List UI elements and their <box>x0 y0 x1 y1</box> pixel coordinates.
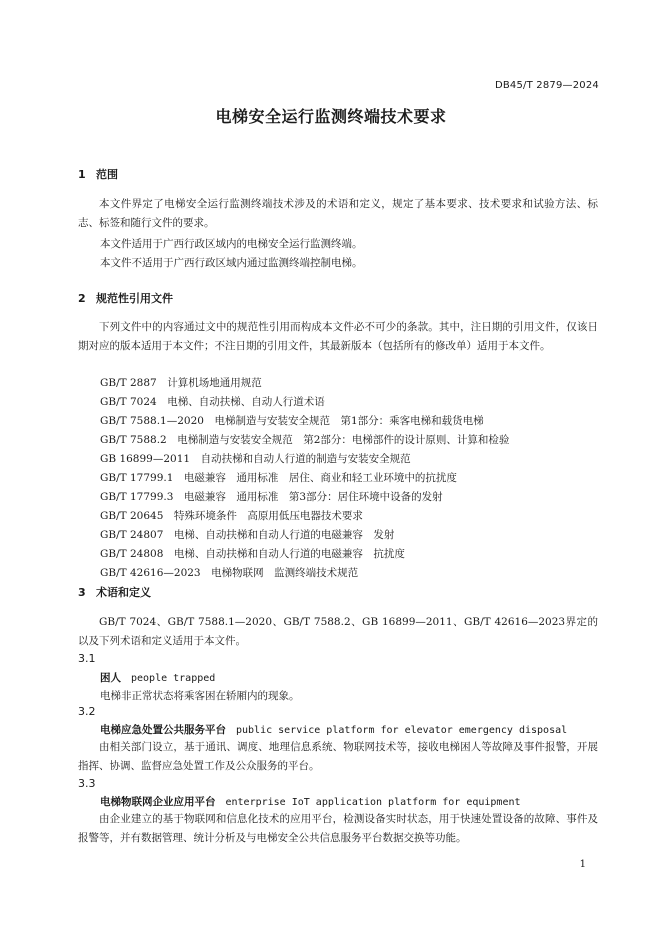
term-entry <box>100 722 567 737</box>
term-number: 3.1 <box>78 652 96 665</box>
section-heading-terms <box>78 584 151 600</box>
reference-item: GB/T 20645 特殊环境条件 高原用低压电器技术要求 <box>100 510 363 522</box>
standard-code-header: DB45/T 2879—2024 <box>494 80 599 91</box>
section-number: 2 <box>78 292 86 305</box>
reference-item: GB/T 17799.1 电磁兼容 通用标准 居住、商业和轻工业环境中的抗扰度 <box>100 472 457 484</box>
scope-exclusion: 本文件不适用于广西行政区域内通过监测终端控制电梯。 <box>100 257 363 269</box>
section-title: 范围 <box>96 168 118 181</box>
section-number: 3 <box>78 586 86 599</box>
page-number: 1 <box>579 859 586 870</box>
term-chinese: 困人 <box>100 672 121 684</box>
term-english: people trapped <box>131 673 216 684</box>
term-entry <box>100 794 521 809</box>
references-intro: 下列文件中的内容通过文中的规范性引用而构成本文件必不可少的条款。其中，注日期的引用文件，仅该日期对应的版本适用于本文件；不注日期的引用文件，其最新版本（包括所有的修改单）适用于本文件。 <box>78 321 598 352</box>
reference-item: GB/T 24807 电梯、自动扶梯和自动人行道的电磁兼容 发射 <box>100 529 395 541</box>
reference-item: GB/T 7588.1—2020 电梯制造与安装安全规范 第1部分：乘客电梯和载货电梯 <box>100 415 484 427</box>
reference-item: GB/T 7588.2 电梯制造与安装安全规范 第2部分：电梯部件的设计原则、计算和检验 <box>100 434 510 446</box>
term-number: 3.2 <box>78 705 96 718</box>
term-english: public service platform for elevator emergency disposal <box>236 725 568 736</box>
reference-item: GB/T 2887 计算机场地通用规范 <box>100 377 262 389</box>
reference-item: GB/T 42616—2023 电梯物联网 监测终端技术规范 <box>100 567 359 579</box>
section-number: 1 <box>78 168 86 181</box>
term-chinese: 电梯应急处置公共服务平台 <box>100 724 226 736</box>
reference-item: GB/T 24808 电梯、自动扶梯和自动人行道的电磁兼容 抗扰度 <box>100 548 405 560</box>
terms-intro: GB/T 7024、GB/T 7588.1—2020、GB/T 7588.2、GB 16899—2011、GB/T 42616—2023界定的以及下列术语和定义适用于本文件。 <box>78 616 598 647</box>
term-entry <box>100 670 215 685</box>
section-heading-scope <box>78 166 118 182</box>
term-definition: 由相关部门设立，基于通讯、调度、地理信息系统、物联网技术等，接收电梯困人等故障及事件报警，开展指挥、协调、监督应急处置工作及公众服务的平台。 <box>78 741 598 772</box>
section-title: 术语和定义 <box>96 586 151 599</box>
reference-item: GB 16899—2011 自动扶梯和自动人行道的制造与安装安全规范 <box>100 453 411 465</box>
reference-item: GB/T 7024 电梯、自动扶梯、自动人行道术语 <box>100 396 325 408</box>
scope-paragraph: 本文件界定了电梯安全运行监测终端技术涉及的术语和定义，规定了基本要求、技术要求和试验方法、标志、标签和随行文件的要求。 <box>78 198 598 229</box>
term-number: 3.3 <box>78 777 96 790</box>
section-heading-normative-references <box>78 290 173 306</box>
document-title: 电梯安全运行监测终端技术要求 <box>215 107 447 126</box>
section-title: 规范性引用文件 <box>96 292 173 305</box>
reference-item: GB/T 17799.3 电磁兼容 通用标准 第3部分：居住环境中设备的发射 <box>100 491 443 503</box>
scope-applicability: 本文件适用于广西行政区域内的电梯安全运行监测终端。 <box>100 238 363 250</box>
term-chinese: 电梯物联网企业应用平台 <box>100 796 216 808</box>
term-definition: 由企业建立的基于物联网和信息化技术的应用平台，检测设备实时状态，用于快速处置设备的故障、事件及报警等，并有数据管理、统计分析及与电梯安全公共信息服务平台数据交换等功能。 <box>78 813 598 844</box>
term-english: enterprise IoT application platform for equipment <box>225 797 521 808</box>
term-definition: 电梯非正常状态将乘客困在轿厢内的现象。 <box>100 690 300 702</box>
